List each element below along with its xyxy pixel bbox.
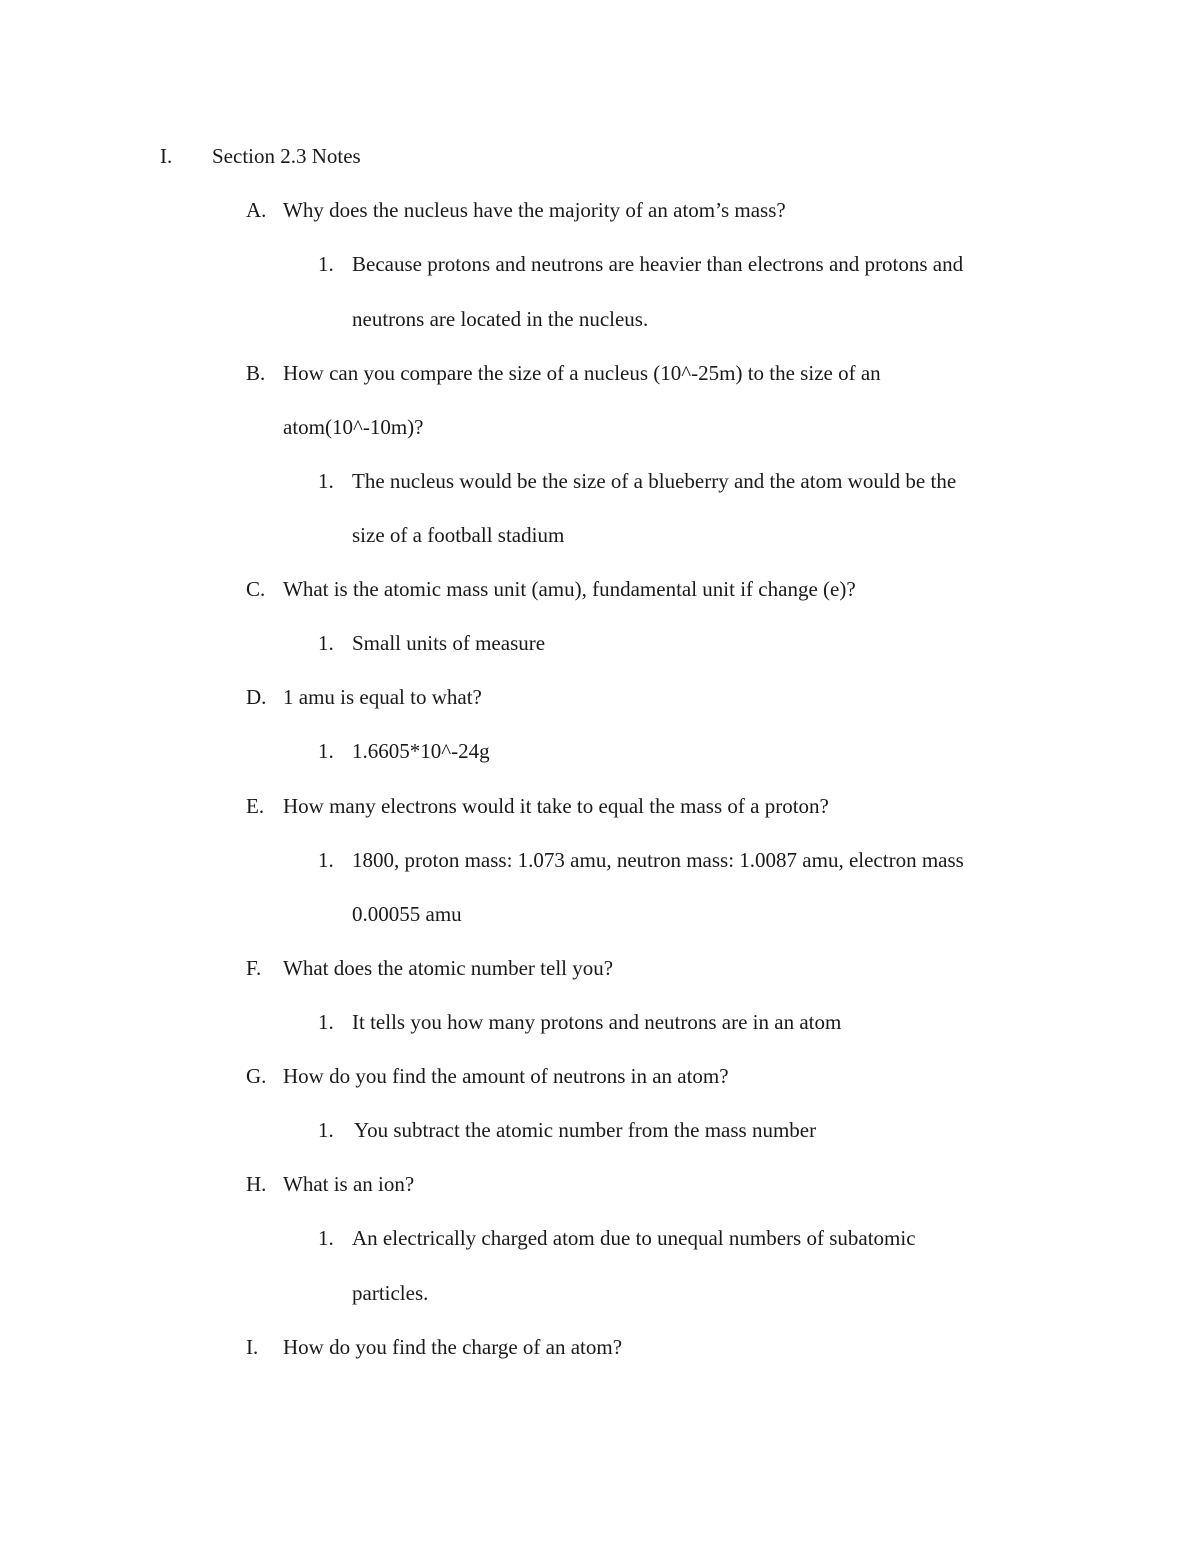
answer-number-h: 1. bbox=[318, 1226, 334, 1250]
item-letter-c: C. bbox=[246, 577, 266, 601]
item-letter-e: E. bbox=[246, 794, 265, 818]
item-letter-h: H. bbox=[246, 1172, 267, 1196]
answer-number-d: 1. bbox=[318, 739, 334, 763]
answer-h-line-1: An electrically charged atom due to unequal numbers of subatomic bbox=[352, 1226, 916, 1250]
answer-number-g: 1. bbox=[318, 1118, 334, 1142]
roman-numeral-marker: I. bbox=[160, 144, 173, 168]
answer-h-line-2: particles. bbox=[352, 1281, 429, 1305]
item-letter-g: G. bbox=[246, 1064, 267, 1088]
item-letter-f: F. bbox=[246, 956, 262, 980]
question-g: How do you find the amount of neutrons in an atom? bbox=[283, 1064, 729, 1088]
question-b-line-2: atom(10^-10m)? bbox=[283, 415, 424, 439]
answer-g: You subtract the atomic number from the mass number bbox=[354, 1118, 817, 1142]
answer-d: 1.6605*10^-24g bbox=[352, 739, 490, 763]
answer-number-f: 1. bbox=[318, 1010, 334, 1034]
answer-e-line-1: 1800, proton mass: 1.073 amu, neutron mass: 1.0087 amu, electron mass bbox=[352, 848, 964, 872]
section-title: Section 2.3 Notes bbox=[212, 144, 361, 168]
answer-f: It tells you how many protons and neutrons are in an atom bbox=[352, 1010, 842, 1034]
answer-c: Small units of measure bbox=[352, 631, 546, 655]
answer-number-c: 1. bbox=[318, 631, 334, 655]
item-letter-i: I. bbox=[246, 1335, 259, 1359]
item-letter-a: A. bbox=[246, 198, 267, 222]
answer-b-line-1: The nucleus would be the size of a blueberry and the atom would be the bbox=[352, 469, 957, 493]
question-a: Why does the nucleus have the majority of an atom’s mass? bbox=[283, 198, 786, 222]
question-b-line-1: How can you compare the size of a nucleus (10^-25m) to the size of an bbox=[283, 361, 881, 385]
answer-number-e: 1. bbox=[318, 848, 334, 872]
answer-a-line-1: Because protons and neutrons are heavier than electrons and protons and bbox=[352, 252, 964, 276]
question-e: How many electrons would it take to equal the mass of a proton? bbox=[283, 794, 829, 818]
question-f: What does the atomic number tell you? bbox=[283, 956, 614, 980]
question-d: 1 amu is equal to what? bbox=[283, 685, 482, 709]
question-h: What is an ion? bbox=[283, 1172, 415, 1196]
answer-a-line-2: neutrons are located in the nucleus. bbox=[352, 307, 649, 331]
question-i: How do you find the charge of an atom? bbox=[283, 1335, 623, 1359]
answer-number-a: 1. bbox=[318, 252, 334, 276]
item-letter-d: D. bbox=[246, 685, 267, 709]
question-c: What is the atomic mass unit (amu), fundamental unit if change (e)? bbox=[283, 577, 856, 601]
item-letter-b: B. bbox=[246, 361, 266, 385]
answer-number-b: 1. bbox=[318, 469, 334, 493]
answer-e-line-2: 0.00055 amu bbox=[352, 902, 462, 926]
answer-b-line-2: size of a football stadium bbox=[352, 523, 565, 547]
